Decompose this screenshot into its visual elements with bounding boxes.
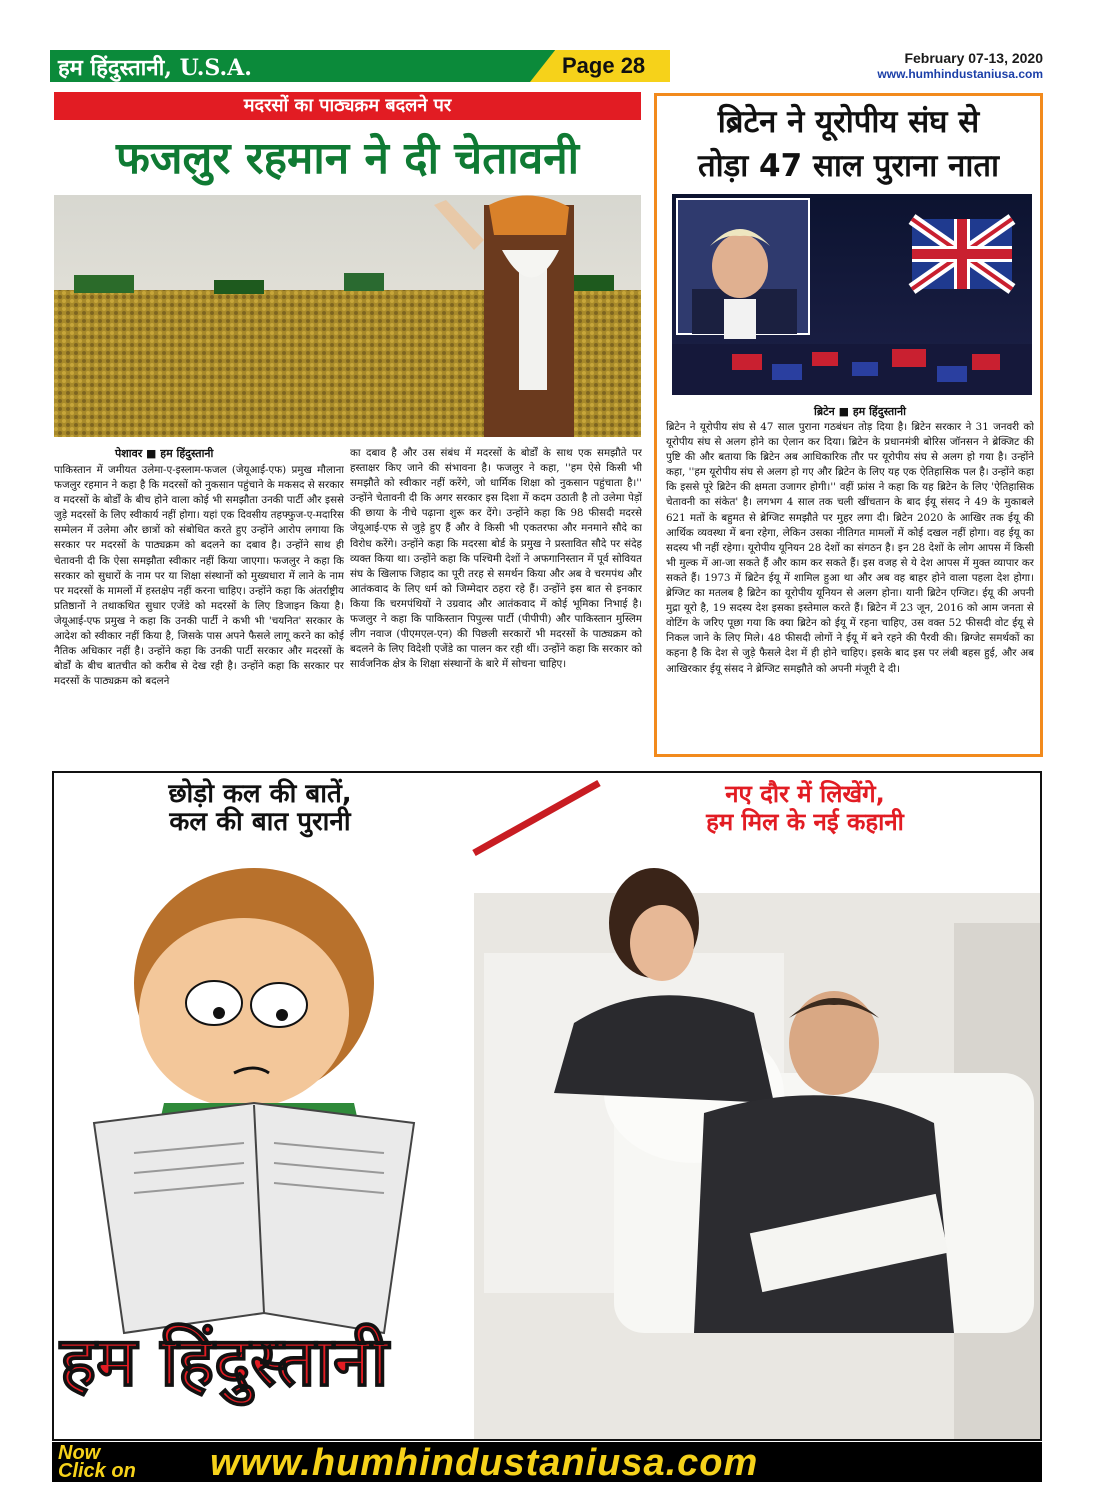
story-headline: फजलुर रहमान ने दी चेतावनी — [115, 133, 580, 184]
ad-right-slogan-line1: नए दौर में लिखेंगे, — [725, 780, 885, 808]
issue-date: February 07-13, 2020 — [904, 50, 1043, 66]
brexit-story-body: ब्रिटेन ने यूरोपीय संघ से 47 साल पुराना गठबंधन तोड़ दिया है। ब्रिटेन सरकार ने 31 जनवरी को यूरोपीय संघ से अलग होने का ऐलान कर दिया। ब्रिटेन के प्रधानमंत्री बोरिस जॉनसन ने ब्रेक्जिट की पुष्टि की और बताया कि ब्रिटेन अब आधिकारिक तौर पर यूरोपीय संघ से अलग हो गया है। उन्होंने कहा, ''हम यूरोपीय संघ से अलग हो गए और ब्रिटेन के लिए यह एक ऐतिहासिक पल है। उन्होंने कहा कि इससे पूरे ब्रिटेन की क्षमता उजागर होगी।'' वहीं फ्रांस ने कहा कि यह ब्रिटेन के लिए 'ऐतिहासिक चेतावनी का संकेत' है। लगभग 4 साल तक चली खींचतान के बाद ईयू संसद ने 49 के मुकाबले 621 मतों के बहुमत से ब्रेग्जिट समझौते पर मुहर लगा दी। ब्रिटेन 2020 के आखिर तक ईयू की आर्थिक व्यवस्था में बना रहेगा, लेकिन उसका नीतिगत मामलों में कोई दखल नहीं होगा। वह ईयू का सदस्य भी नहीं रहेगा। यूरोपीय यूनियन 28 देशों का संगठन है। इन 28 देशों के लोग आपस में किसी भी मुल्क में आ-जा सकते हैं और काम कर सकते हैं। इस वजह से ये देश आपस में मुक्त व्यापार कर सकते हैं। 1973 में ब्रिटेन ईयू में शामिल हुआ था और अब वह बाहर होने वाला पहला देश होगा। ब्रेग्जिट का मतलब है ब्रिटेन का यूरोपीय यूनियन से अलग होना। यानी ब्रिटेन एग्जिट। ईयू की अपनी मुद्रा यूरो है, 19 सदस्य देश इसका इस्तेमाल करते हैं। ब्रिटेन में 23 जून, 2016 को आम जनता से वोटिंग के जरिए पूछा गया कि क्या ब्रिटेन को ईयू में रहना चाहिए, उस वक्त 52 फीसदी वोट ईयू से निकल जाने के लिए मिले। 48 फीसदी लोगों ने ईयू में बने रहने की पैरवी की। ब्रिग्जेट समर्थकों का कहना है कि देश से जुड़े फैसले देश में ही होने चाहिए। इसके बाद इस पर लंबी बहस हुई, और अब आखिरकार ईयू संसद ने ब्रेग्जिट समझौते को अपनी मंजूरी दे दी। — [666, 421, 1034, 675]
rally-photo — [54, 195, 641, 437]
ad-left-slogan-line1: छोड़ो कल की बातें, — [168, 779, 352, 809]
ad-brand-name: हम हिंदुस्तानी — [60, 1322, 389, 1402]
brexit-photo — [672, 194, 1032, 395]
left-byline: पेशावर ■ हम हिंदुस्तानी — [115, 447, 214, 460]
ad-left-slogan — [50, 780, 470, 836]
footer-now: Now — [58, 1442, 101, 1464]
story-kicker: मदरसों का पाठ्यक्रम बदलने पर — [54, 92, 641, 120]
masthead-title: हम हिंदुस्तानी, U.S.A. — [58, 55, 252, 81]
page-number: Page 28 — [562, 53, 646, 78]
footer-click-on: Click on — [58, 1460, 136, 1482]
brexit-headline-line2: तोड़ा 47 साल पुराना नाता — [697, 148, 1000, 184]
left-story-column-1: पाकिस्तान में जमीयत उलेमा-ए-इस्लाम-फजल (जेयूआई-एफ) प्रमुख मौलाना फजलुर रहमान ने कहा है कि मदरसों को नुकसान पहुंचाने के मकसद से सरकार व मदरसों के बोर्डों के बीच होने वाला कोई भी समझौता उनकी पार्टी और इससे जुड़े मदरसों के लिए स्वीकार्य नहीं होगा। यहां एक दिवसीय तहफ्फुज-ए-मदारिस सम्मेलन में उलेमा और छात्रों को संबोधित करते हुए उन्होंने आरोप लगाया कि सरकार पर मदरसों के पाठ्यक्रम को बदलने का दबाव है। उन्होंने साथ ही चेतावनी दी कि ऐसा समझौता स्वीकार नहीं किया जाएगा। फजलुर ने कहा कि सरकार को सुधारों के नाम पर या शिक्षा संस्थानों को मुख्यधारा में लाने के नाम पर मदरसों के मामलों में हस्तक्षेप नहीं करना चाहिए। उन्होंने कहा कि अंतर्राष्ट्रीय प्रतिष्ठानों ने तथाकथित सुधार एजेंडे को मदरसों के लिए डिजाइन किया है। जेयूआई-एफ प्रमुख ने कहा कि उनकी पार्टी ने कभी भी 'चयनित' सरकार के आदेश को स्वीकार नहीं किया है, जिसके पास अपने फैसले लागू करने का कोई नैतिक अधिकार नहीं है। उन्होंने कहा कि उनकी पार्टी सरकार और मदरसों के बोर्डों के बीच बातचीत को करीब से देख रही है। उन्होंने कहा कि सरकार पर मदरसों के पाठ्यक्रम को बदलने — [54, 464, 344, 688]
header-website-link[interactable]: www.humhindustaniusa.com — [877, 67, 1043, 81]
brexit-byline: ब्रिटेन ■ हम हिंदुस्तानी — [814, 405, 906, 418]
footer-website-link[interactable]: www.humhindustaniusa.com — [210, 1442, 759, 1484]
ad-right-slogan — [580, 780, 1030, 836]
left-story-column-2: का दबाव है और उस संबंध में मदरसों के बोर्डों के साथ एक समझौते पर हस्ताक्षर किए जाने की संभावना है। फजलुर ने कहा, ''हम ऐसे किसी भी समझौते को स्वीकार नहीं करेंगे, जो धार्मिक शिक्षा को नुकसान पहुंचाता है।'' उन्होंने चेतावनी दी कि अगर सरकार इस दिशा में कदम उठाती है तो उलेमा पेड़ों की छाया के नीचे पढ़ाना शुरू कर देंगे। उन्होंने कहा कि 98 फीसदी मदरसे जेयूआई-एफ से जुड़े हुए हैं और वे किसी भी एकतरफा और मनमाने सौदे का विरोध करेंगे। उन्होंने कहा कि मदरसा बोर्ड के प्रमुख ने प्रस्तावित सौदे पर संदेह व्यक्त किया था। उन्होंने कहा कि पश्चिमी देशों ने अफगानिस्तान में पूर्व सोवियत संघ के खिलाफ जिहाद का पूरी तरह से समर्थन किया और अब वे चरमपंथ और आतंकवाद के लिए धर्म को जिम्मेदार ठहरा रहे हैं। उन्होंने इस बात से इनकार किया कि चरमपंथियों ने उग्रवाद और आतंकवाद में कोई भूमिका निभाई है। फजलुर ने कहा कि पाकिस्तान पिपुल्स पार्टी (पीपीपी) और पाकिस्तान मुस्लिम लीग नवाज (पीएमएल-एन) की पिछली सरकारों भी मदरसों के पाठ्यक्रम को बदलने के लिए विदेशी एजेंडे का पालन कर रही थीं। उन्होंने कहा कि सरकार को सार्वजनिक क्षेत्र के शिक्षा संस्थानों के बारे में सोचना चाहिए। — [350, 447, 642, 671]
brexit-headline — [657, 100, 1040, 188]
ad-left-slogan-line2: कल की बात पुरानी — [169, 807, 351, 837]
brexit-headline-line1: ब्रिटेन ने यूरोपीय संघ से — [717, 104, 980, 140]
ad-right-slogan-line2: हम मिल के नई कहानी — [706, 808, 904, 836]
footer-call-to-action — [58, 1444, 136, 1480]
